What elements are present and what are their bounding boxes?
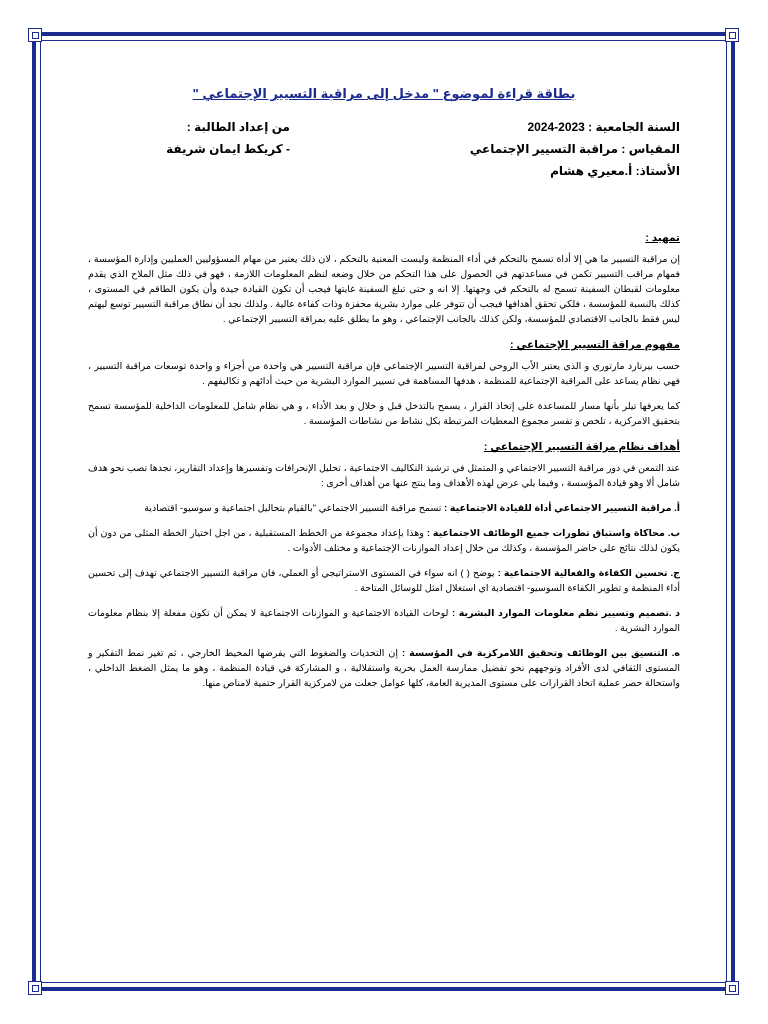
goal-e-title: ه. التنسيق بين الوظائف وتحقيق اللامركزية في المؤسسة :	[401, 648, 680, 659]
goal-b-text: وهذا بإعداد مجموعة من الخطط المستقبلية ، من اجل اختيار الخطة المثلى من دون أن يكون لذلك نتائج على حاضر المؤسسة ، وكذلك من خلال إعداد الموازنات الإجتماعية و مختلف الأدوات .	[88, 528, 680, 554]
prepared-by-label: من إعداد الطالبة :	[186, 120, 290, 134]
document-page	[88, 80, 680, 701]
goal-a	[88, 501, 680, 516]
meta-row-2	[88, 142, 680, 164]
goal-c-title: ج. تحسين الكفاءة والفعالية الاجتماعية :	[497, 568, 681, 579]
goal-d-text: لوحات القيادة الاجتماعية و الموازنات الاجتماعية لا يمكن أن تكون مفعلة إلا بنظام معلومات الموارد البشرية .	[88, 608, 680, 634]
student-name: - كريكط ايمان شريفة	[166, 142, 290, 156]
goal-b	[88, 526, 680, 556]
concept-heading: مفهوم مراقة التسيير الإجتماعي :	[510, 339, 680, 351]
academic-year: السنة الجامعية : 2023-2024	[527, 120, 680, 134]
goal-c	[88, 566, 680, 596]
goal-d-title: د .تصميم وتسيير نظم معلومات الموارد البشرية :	[452, 608, 680, 619]
document-title: بطاقة قراءة لموضوع " مدخل إلى مراقبة التسيير الإجتماعي "	[192, 86, 576, 101]
module-name: المقياس : مراقبة التسيير الإجتماعي	[469, 142, 680, 156]
intro-heading: تمهيد :	[645, 232, 680, 244]
goals-intro: عند التمعن في دور مراقبة التسيير الاجتماعي و المتمثل في ترشيد التكاليف الاجتماعية ، تحليل الإنحرافات وتفسيرها وإعداد التقارير، نجدها تصب نحو هدف شامل ألا وهو قيادة المؤسسة ، وفيما يلي عرض لهذه الأهداف وما ينتج عنها من أهداف أخرى :	[88, 463, 680, 489]
goal-a-text: تسمح مراقبة التسيير الاجتماعي "بالقيام بتحاليل اجتماعية و سوسيو- اقتصادية	[144, 503, 442, 514]
goal-a-title: أ. مراقبة التسيير الاجتماعي أداة للقيادة الاجتماعية :	[444, 503, 680, 514]
border-corner-ornament	[28, 981, 42, 995]
goals-heading: أهداف نظام مراقة التسيير الإجتماعي :	[483, 441, 680, 453]
concept-paragraph-1: حسب بيرنارد مارتوري و الذي يعتبر الأب الروحي لمراقبة التسيير الإجتماعي فإن مراقبة التسيير هي واحدة من أجزاء و واحدة توسعات مراقبة التسيير ، فهي نظام يساعد على المراقبة الإجتماعية للمنظمة ، هدفها المساهمة في تسيير الموارد البشرية من حيث أدائهم و تكاليفهم .	[88, 361, 680, 387]
intro-paragraph: إن مراقبة التسيير ما هي إلا أداة تسمح بالتحكم في أداء المنظمة وليست المعنية بالتحكم ، لان ذلك يعتبر من مهام المسؤوليين العمليين وإدارة المؤسسة ، فمهام مراقب التسيير تكمن في مساعدتهم في الحصول على هذا التحكم من خلال وضعه لنظم المعلومات اللازمة ، فهو في ذلك مثل الملاح الذي يقدم معلومات لقبطان السفينة تسمح له بالتحكم في وجهتها. إلا انه و حتى تبلغ السفينة غايتها فيجب أن تكون القيادة جيدة وأن يكون الطاقم في المستوى ، كذلك بالنسبة للمؤسسة ، فلكي تحقق أهدافها فيجب أن تتوفر على موارد بشرية محفزة وذات كفاءة عالية . ولذلك نجد أن نطاق مراقبة التسيير توسع ليهتم ليس فقط بالجانب الاقتصادي للمؤسسة، ولكن كذلك بالجانب الإجتماعي ، وهو ما يطلق عليه بمراقة التسيير الإجتماعي .	[88, 254, 680, 325]
border-corner-ornament	[725, 28, 739, 42]
border-corner-ornament	[28, 28, 42, 42]
concept-paragraph-2: كما يعرفها تيلر بأنها مسار للمساعدة على إتخاذ القرار ، يسمح بالتدخل قبل و خلال و بعد الأداء ، و هي نظام شامل للمعلومات الداخلية للمؤسسة تسمح بتحقيق الامركزية ، تلخص و تفسر مجموع المعطيات المرتبطة بكل نشاط من نشاطات المؤسسة .	[88, 401, 680, 427]
meta-row-1	[88, 120, 680, 142]
meta-row-3	[88, 164, 680, 186]
goal-c-text: يوضح ( ) انه سواء في المستوى الاستراتيجي أو العملي، فان مراقبة التسيير الاجتماعي تهدف إلى تحسين أداء المنظمة و تطوير الكفاءة السوسيو- اقتصادية اي استغلال امثل للوسائل المتاحة .	[88, 568, 680, 594]
goal-b-title: ب. محاكاة واستباق تطورات جميع الوظائف الاجتماعية :	[426, 528, 680, 539]
goal-e	[88, 646, 680, 691]
border-corner-ornament	[725, 981, 739, 995]
goal-d	[88, 606, 680, 636]
goal-e-text: إن التحديات والضغوط التي يفرضها المحيط الخارجي ، ثم تغير نمط التفكير و المستوى الثقافي لدى الأفراد وتوجههم نحو تفضيل ممارسة العمل بحرية واستقلالية ، و المشاركة في قيادة المنظمة ، وهو ما يمثل الضغط الداخلي ، واستحالة حصر عملية اتخاذ القرارات على مستوى المديرية العامة، كلها عوامل جعلت من لامركزية القرار حتمية لامناص منها.	[88, 648, 680, 689]
professor-name: الأستاذ: أ.معيري هشام	[550, 164, 680, 178]
